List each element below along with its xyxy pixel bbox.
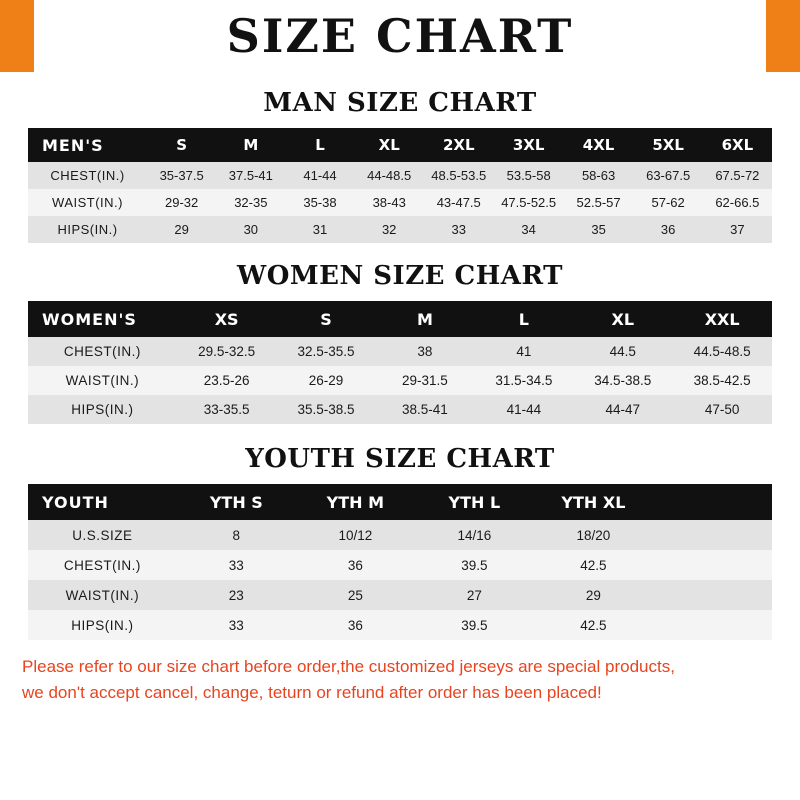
cell: 14/16 (415, 520, 534, 550)
cell: 57-62 (634, 189, 703, 216)
section-title-women: WOMEN SIZE CHART (237, 261, 563, 291)
cell: 10/12 (296, 520, 415, 550)
table-row (28, 366, 772, 395)
cell: 52.5-57 (564, 189, 634, 216)
row-header: HIPS(IN.) (28, 610, 177, 640)
section-title-man: MAN SIZE CHART (263, 88, 537, 118)
cell: 27 (415, 580, 534, 610)
cell: 44-47 (573, 395, 672, 424)
table-row (28, 337, 772, 366)
row-header: HIPS(IN.) (28, 395, 177, 424)
cell: 47-50 (672, 395, 772, 424)
cell: 26-29 (277, 366, 376, 395)
cell: 38-43 (355, 189, 424, 216)
section-title-youth: YOUTH SIZE CHART (245, 444, 555, 474)
cell: 39.5 (415, 610, 534, 640)
col-header: 5XL (634, 128, 703, 162)
row-header: WAIST(IN.) (28, 189, 147, 216)
cell: 23 (177, 580, 296, 610)
cell: 35-38 (285, 189, 354, 216)
col-header: 3XL (494, 128, 564, 162)
cell: 63-67.5 (634, 162, 703, 189)
table-row (28, 162, 772, 189)
table-row (28, 395, 772, 424)
col-header-empty (653, 484, 772, 520)
cell: 29-31.5 (375, 366, 474, 395)
col-header: XS (177, 301, 277, 337)
col-header: S (277, 301, 376, 337)
cell: 35 (564, 216, 634, 243)
youth-table-wrap (0, 484, 800, 640)
footer-note (22, 654, 778, 706)
table-header-row (28, 484, 772, 520)
cell: 53.5-58 (494, 162, 564, 189)
cell: 43-47.5 (424, 189, 494, 216)
col-header: XXL (672, 301, 772, 337)
row-header: WAIST(IN.) (28, 366, 177, 395)
cell: 42.5 (534, 610, 653, 640)
cell: 32 (355, 216, 424, 243)
col-header: MEN'S (28, 128, 147, 162)
cell: 29 (534, 580, 653, 610)
row-header: HIPS(IN.) (28, 216, 147, 243)
table-row (28, 580, 772, 610)
cell: 38.5-42.5 (672, 366, 772, 395)
cell: 36 (296, 610, 415, 640)
cell: 37 (703, 216, 772, 243)
cell: 36 (634, 216, 703, 243)
cell: 37.5-41 (216, 162, 285, 189)
cell: 32.5-35.5 (277, 337, 376, 366)
col-header: 2XL (424, 128, 494, 162)
row-header: CHEST(IN.) (28, 337, 177, 366)
cell: 38 (375, 337, 474, 366)
row-header: CHEST(IN.) (28, 162, 147, 189)
col-header: 6XL (703, 128, 772, 162)
col-header: L (474, 301, 573, 337)
row-header: U.S.SIZE (28, 520, 177, 550)
cell: 48.5-53.5 (424, 162, 494, 189)
table-row (28, 610, 772, 640)
cell: 33 (177, 550, 296, 580)
cell: 31.5-34.5 (474, 366, 573, 395)
cell: 38.5-41 (375, 395, 474, 424)
cell: 47.5-52.5 (494, 189, 564, 216)
footer-note-line-2: we don't accept cancel, change, teturn or refund after order has been placed! (22, 683, 602, 702)
cell: 44-48.5 (355, 162, 424, 189)
cell: 18/20 (534, 520, 653, 550)
cell: 30 (216, 216, 285, 243)
cell-empty (653, 580, 772, 610)
cell-empty (653, 520, 772, 550)
cell: 33 (177, 610, 296, 640)
col-header: M (375, 301, 474, 337)
col-header: XL (355, 128, 424, 162)
col-header: YTH M (296, 484, 415, 520)
cell: 34 (494, 216, 564, 243)
cell: 29 (147, 216, 216, 243)
col-header: L (285, 128, 354, 162)
cell: 34.5-38.5 (573, 366, 672, 395)
header-banner (0, 0, 800, 72)
cell: 44.5-48.5 (672, 337, 772, 366)
cell: 25 (296, 580, 415, 610)
cell: 29.5-32.5 (177, 337, 277, 366)
col-header: YTH XL (534, 484, 653, 520)
cell: 62-66.5 (703, 189, 772, 216)
banner-left-accent (0, 0, 34, 72)
cell: 42.5 (534, 550, 653, 580)
cell: 41 (474, 337, 573, 366)
row-header: WAIST(IN.) (28, 580, 177, 610)
cell: 32-35 (216, 189, 285, 216)
table-header-row (28, 128, 772, 162)
men-size-table (28, 128, 772, 243)
cell: 39.5 (415, 550, 534, 580)
women-size-table (28, 301, 772, 424)
col-header: WOMEN'S (28, 301, 177, 337)
col-header: XL (573, 301, 672, 337)
row-header: CHEST(IN.) (28, 550, 177, 580)
cell: 33 (424, 216, 494, 243)
cell: 33-35.5 (177, 395, 277, 424)
cell: 35-37.5 (147, 162, 216, 189)
col-header: YTH S (177, 484, 296, 520)
cell: 41-44 (285, 162, 354, 189)
cell-empty (653, 610, 772, 640)
cell: 31 (285, 216, 354, 243)
table-row (28, 189, 772, 216)
col-header: S (147, 128, 216, 162)
cell: 35.5-38.5 (277, 395, 376, 424)
cell: 23.5-26 (177, 366, 277, 395)
cell: 44.5 (573, 337, 672, 366)
cell: 58-63 (564, 162, 634, 189)
table-row (28, 550, 772, 580)
cell: 8 (177, 520, 296, 550)
table-row (28, 520, 772, 550)
cell: 41-44 (474, 395, 573, 424)
cell: 29-32 (147, 189, 216, 216)
banner-right-accent (766, 0, 800, 72)
cell: 67.5-72 (703, 162, 772, 189)
footer-note-line-1: Please refer to our size chart before order,the customized jerseys are special products, (22, 657, 675, 676)
col-header: YOUTH (28, 484, 177, 520)
men-table-wrap (0, 128, 800, 243)
women-table-wrap (0, 301, 800, 424)
table-header-row (28, 301, 772, 337)
table-row (28, 216, 772, 243)
cell: 36 (296, 550, 415, 580)
col-header: YTH L (415, 484, 534, 520)
page-title: SIZE CHART (34, 0, 766, 72)
col-header: 4XL (564, 128, 634, 162)
col-header: M (216, 128, 285, 162)
cell-empty (653, 550, 772, 580)
youth-size-table (28, 484, 772, 640)
